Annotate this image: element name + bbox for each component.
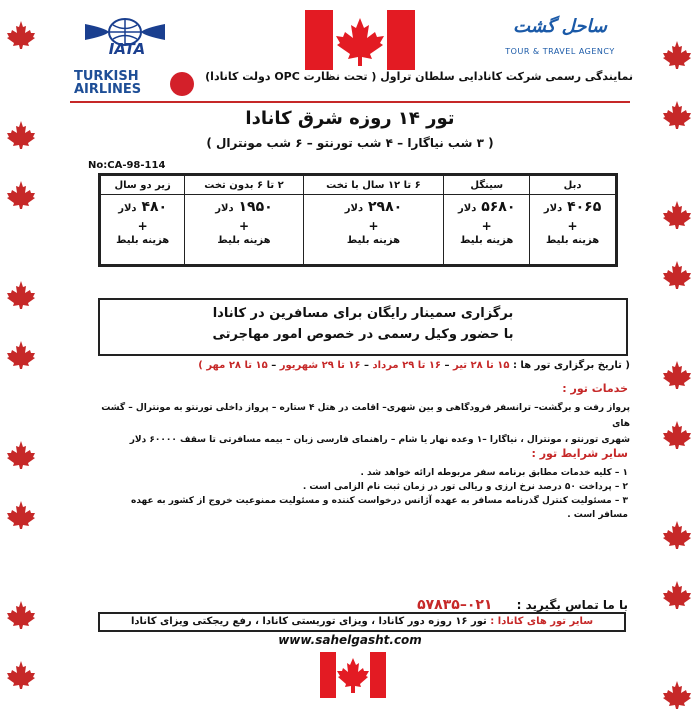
agency-logo xyxy=(495,10,625,70)
price-value: ۵۶۸۰ xyxy=(481,199,516,215)
date-sep-2: – xyxy=(364,360,370,371)
maple-leaf-icon xyxy=(6,600,36,630)
services-line-2: شهری تورنتو ، مونترال ، نیاگارا –۱ وعده نهار یا شام – راهنمای فارسی زبان – بیمه مسافرتی تا سقف ۶۰۰۰۰ دلار xyxy=(129,435,630,445)
services-body xyxy=(95,400,630,448)
price-cell xyxy=(303,195,444,265)
price-ticket-note: هزینه بلیط xyxy=(217,235,271,246)
other-tours-label: سایر تور های کانادا : xyxy=(490,616,594,627)
date-sep-3: – xyxy=(271,360,277,371)
maple-leaf-icon xyxy=(6,120,36,150)
price-plus: + xyxy=(238,219,250,233)
price-plus: + xyxy=(137,219,148,233)
maple-leaf-icon xyxy=(6,280,36,310)
date-1: ۱۵ تا ۲۸ تیر xyxy=(453,360,510,371)
maple-leaf-icon xyxy=(6,440,36,470)
price-currency: دلار xyxy=(457,203,477,214)
condition-item: ۲ – پرداخت ۵۰ درصد نرخ ارزی و ریالی تور در زمان ثبت نام الزامی است . xyxy=(302,482,628,492)
maple-leaf-icon xyxy=(6,500,36,530)
price-cell xyxy=(444,195,530,265)
price-currency: دلار xyxy=(118,203,137,214)
conditions-list xyxy=(100,466,628,522)
turkish-airlines-logo xyxy=(70,68,190,104)
maple-leaf-icon xyxy=(662,580,692,610)
price-cell xyxy=(101,195,185,265)
tour-code: No:CA-98-114 xyxy=(88,160,166,171)
seminar-line-1: برگزاری سمینار رایگان برای مسافرین در کانادا xyxy=(212,306,514,321)
agency-tagline: TOUR & TRAVEL AGENCY xyxy=(505,47,615,56)
turkish-label-line2: AIRLINES xyxy=(74,82,142,97)
tour-dates xyxy=(95,360,630,371)
canada-flag-bottom-icon xyxy=(320,652,386,698)
services-line-1: پرواز رفت و برگشت– ترانسفر فرودگاهی و بین شهری– اقامت در هتل ۴ ستاره – پرواز داخلی تورنتو به مونترال – گشت های xyxy=(101,403,630,429)
maple-leaf-icon xyxy=(662,40,692,70)
other-tours-box xyxy=(98,612,626,632)
turkish-label-line1: TURKISH xyxy=(74,69,139,84)
contact-phone[interactable]: ۰۲۱–۵۷۸۳۵ xyxy=(417,597,493,613)
maple-leaf-icon xyxy=(662,680,692,710)
price-column-header: سینگل xyxy=(444,176,530,195)
contact-line xyxy=(98,597,628,613)
price-amount xyxy=(101,197,184,219)
price-value: ۲۹۸۰ xyxy=(367,199,403,215)
price-currency: دلار xyxy=(543,203,563,214)
seminar-box xyxy=(98,298,628,356)
price-amount xyxy=(444,197,529,219)
website-link[interactable]: www.sahelgasht.com xyxy=(278,633,422,647)
price-plus: + xyxy=(481,219,492,233)
price-table-row xyxy=(101,195,616,265)
iata-label: IATA xyxy=(108,40,146,58)
price-ticket-note: هزینه بلیط xyxy=(460,235,514,246)
header-divider xyxy=(70,101,630,103)
maple-leaf-icon xyxy=(6,20,36,50)
condition-item: ۳ – مسئولیت کنترل گذرنامه مسافر به عهده آژانس درخواست کننده و مسئولیت ممنوعیت خروج از کشور به عهده مسافر است . xyxy=(131,496,628,520)
price-column-header: زیر دو سال xyxy=(101,176,185,195)
maple-leaf-icon xyxy=(6,660,36,690)
price-ticket-note: هزینه بلیط xyxy=(346,235,401,246)
contact-label: با ما تماس بگیرید : xyxy=(516,598,628,612)
price-currency: دلار xyxy=(215,203,234,214)
price-table-header-row xyxy=(101,176,616,195)
price-table xyxy=(98,173,618,267)
price-currency: دلار xyxy=(344,203,364,214)
date-4: ۱۵ تا ۲۸ مهر ) xyxy=(198,360,268,371)
dates-label: ( تاریخ برگزاری تور ها : xyxy=(512,360,630,371)
maple-leaf-icon xyxy=(662,420,692,450)
price-value: ۴۸۰ xyxy=(141,199,168,215)
date-sep-1: – xyxy=(444,360,450,371)
condition-item: ۱ – کلیه خدمات مطابق برنامه سفر مربوطه ارائه خواهد شد . xyxy=(360,468,628,478)
price-amount xyxy=(304,197,444,219)
representative-line: نمایندگی رسمی شرکت کانادایی سلطان تراول ( تحت نظارت OPC دولت کانادا) xyxy=(205,70,633,83)
date-2: ۱۶ تا ۲۹ مرداد xyxy=(372,360,442,371)
price-amount xyxy=(185,197,302,219)
conditions-heading: سایر شرایط تور : xyxy=(531,447,628,460)
price-ticket-note: هزینه بلیط xyxy=(545,235,600,246)
maple-leaf-icon xyxy=(662,520,692,550)
seminar-line-2: با حضور وکیل رسمی در خصوص امور مهاجرتی xyxy=(212,327,514,342)
services-heading: خدمات تور : xyxy=(562,382,628,395)
price-amount xyxy=(530,197,615,219)
price-column-header: ۲ تا ۶ بدون تخت xyxy=(185,176,303,195)
maple-leaf-icon xyxy=(662,360,692,390)
price-ticket-note: هزینه بلیط xyxy=(116,235,170,246)
turkish-airlines-label xyxy=(74,70,141,96)
maple-leaf-icon xyxy=(662,200,692,230)
price-column-header: دبل xyxy=(530,176,616,195)
tour-subtitle: ( ۳ شب نیاگارا – ۴ شب تورنتو – ۶ شب مونترال ) xyxy=(206,136,494,150)
maple-leaf-icon xyxy=(662,100,692,130)
price-cell xyxy=(185,195,303,265)
price-plus: + xyxy=(368,219,379,233)
agency-name: ساحل گشت xyxy=(513,16,607,37)
tour-title: تور ۱۴ روزه شرق کانادا xyxy=(245,108,455,129)
maple-leaf-icon xyxy=(6,340,36,370)
maple-leaf-icon xyxy=(662,260,692,290)
price-value: ۴۰۶۵ xyxy=(567,199,602,215)
price-plus: + xyxy=(567,219,578,233)
canada-flag-icon xyxy=(305,10,415,70)
price-column-header: ۶ تا ۱۲ سال با تخت xyxy=(303,176,444,195)
price-value: ۱۹۵۰ xyxy=(238,199,273,215)
maple-leaf-icon xyxy=(6,180,36,210)
price-cell xyxy=(530,195,616,265)
other-tours-text: تور ۱۶ روزه دور کانادا ، ویزای توریستی کانادا ، رفع ریجکتی ویزای کانادا xyxy=(130,616,487,627)
turkish-airlines-emblem-icon xyxy=(170,72,194,96)
date-3: ۱۶ تا ۲۹ شهریور xyxy=(279,360,361,371)
